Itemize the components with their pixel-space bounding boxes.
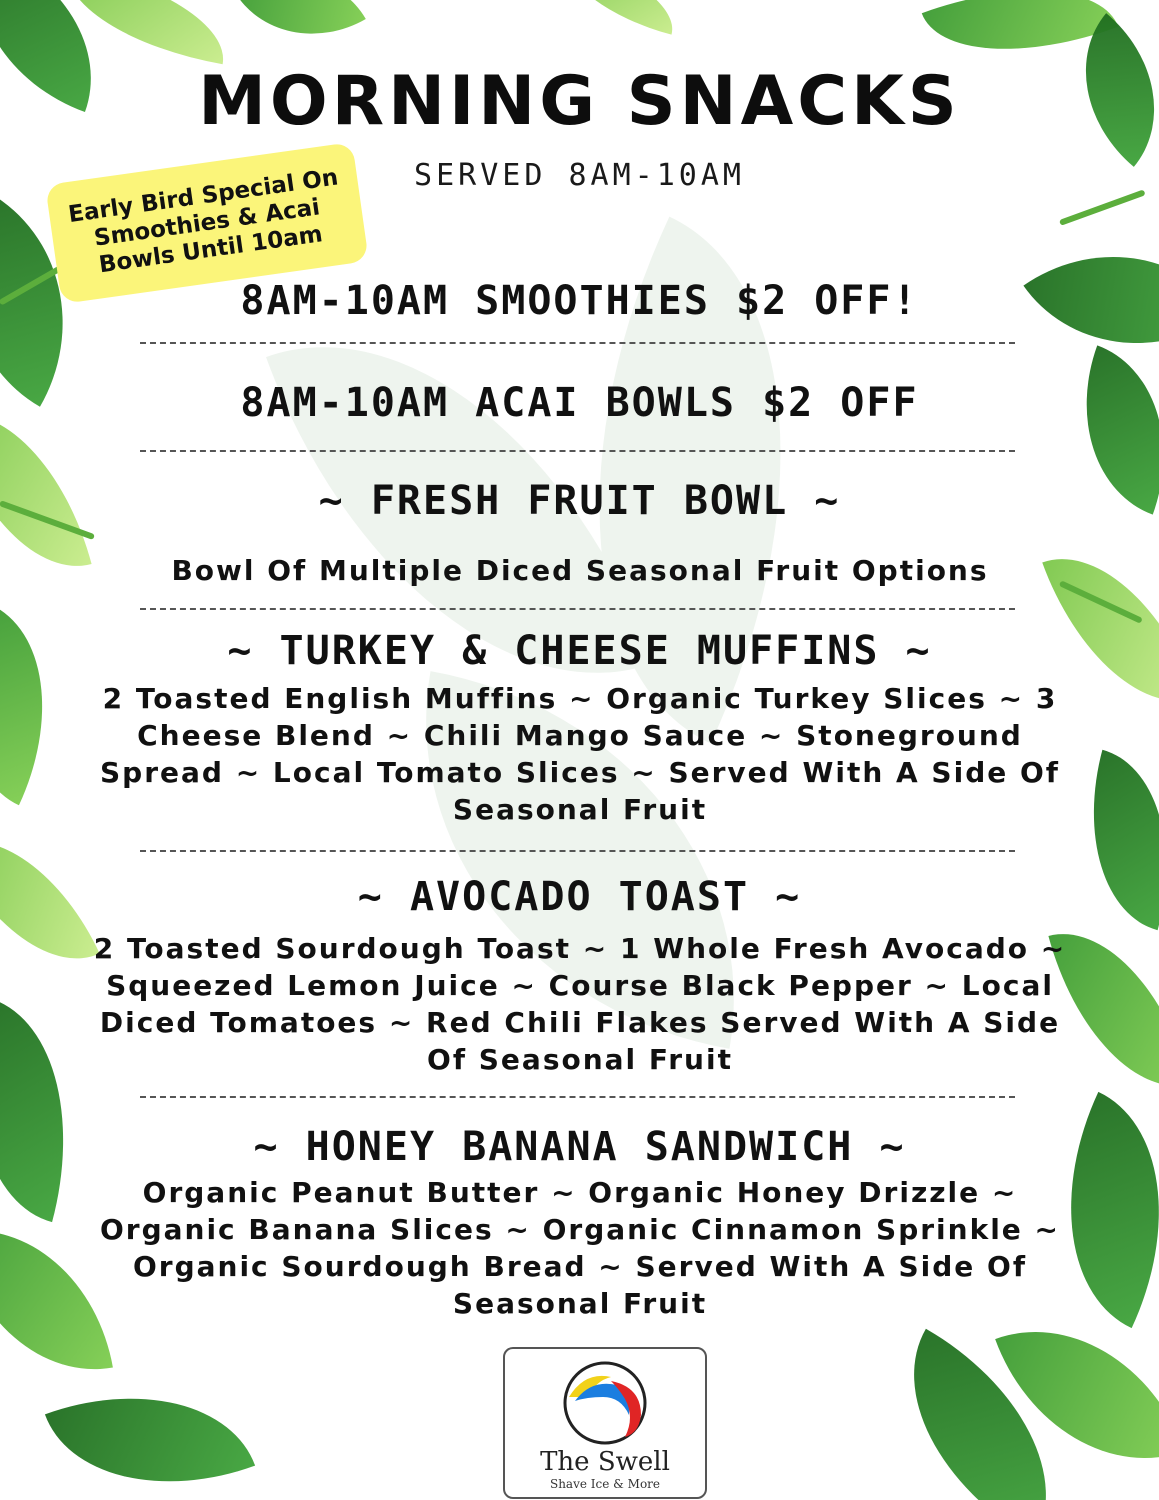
item-desc-honey-banana: Organic Peanut Butter ~ Organic Honey Drizzle ~ Organic Banana Slices ~ Organic Cinnamon Sprinkle ~ Organic Sourdough Bread ~ Served With A Side Of Seasonal Fruit (99, 1176, 1061, 1320)
item-desc-fruit-bowl: Bowl Of Multiple Diced Seasonal Fruit Options (171, 554, 989, 587)
item-desc-avocado-toast: 2 Toasted Sourdough Toast ~ 1 Whole Fresh Avocado ~ Squeezed Lemon Juice ~ Course Black Pepper ~ Local Diced Tomatoes ~ Red Chili Flakes Served With A Side Of Seasonal Fruit (93, 932, 1067, 1076)
dashed-divider (140, 450, 1015, 452)
item-title-honey-banana: ~ HONEY BANANA SANDWICH ~ (253, 1124, 906, 1170)
item-title-fruit-bowl: ~ FRESH FRUIT BOWL ~ (318, 478, 841, 524)
dashed-divider (140, 1096, 1015, 1098)
item-title-avocado-toast: ~ AVOCADO TOAST ~ (357, 874, 802, 920)
promo-smoothies: 8AM-10AM SMOOTHIES $2 OFF! (240, 278, 919, 324)
served-hours: SERVED 8AM-10AM (414, 158, 745, 193)
wave-logo-icon (555, 1357, 655, 1447)
the-swell-logo (503, 1347, 707, 1499)
menu-title: MORNING SNACKS (198, 62, 961, 141)
logo-name: The Swell (540, 1447, 670, 1477)
item-desc-turkey-muffins: 2 Toasted English Muffins ~ Organic Turkey Slices ~ 3 Cheese Blend ~ Chili Mango Sauce ~ Stoneground Spread ~ Local Tomato Slices ~ Served With A Side Of Seasonal Fruit (100, 682, 1060, 826)
dashed-divider (140, 608, 1015, 610)
promo-acai-bowls: 8AM-10AM ACAI BOWLS $2 OFF (240, 380, 919, 426)
dashed-divider (140, 850, 1015, 852)
dashed-divider (140, 342, 1015, 344)
logo-tagline: Shave Ice & More (549, 1477, 661, 1491)
sticker-text: Early Bird Special On Smoothies & Acai Bowls Until 10am (66, 163, 340, 278)
item-title-turkey-muffins: ~ TURKEY & CHEESE MUFFINS ~ (227, 628, 932, 674)
